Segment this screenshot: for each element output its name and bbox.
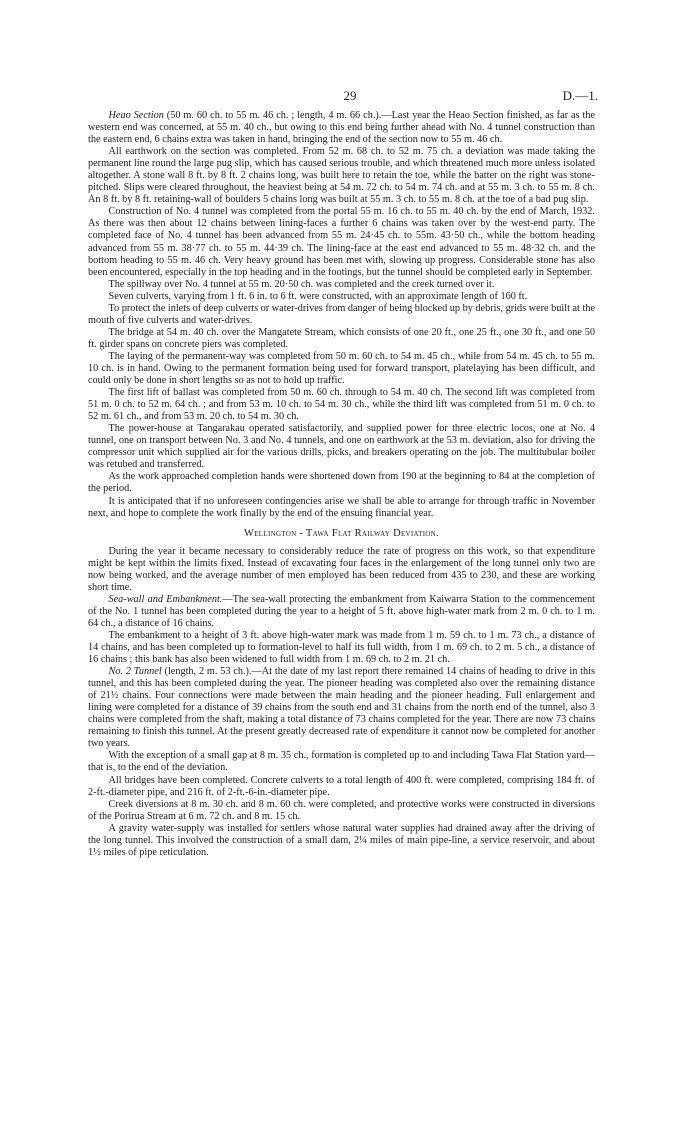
- paragraph: [88, 496, 595, 520]
- page-number: 29: [343, 88, 357, 103]
- paragraph-text: To protect the inlets of deep culverts or water-drives from danger of being blocked up by debris, grids were built at the mouth of five culverts and water-drives.: [88, 302, 595, 326]
- paragraph: [88, 110, 595, 146]
- paragraph: [88, 327, 595, 351]
- paragraph-text: The laying of the permanent-way was completed from 50 m. 60 ch. to 54 m. 45 ch., while from 54 m. 45 ch. to 55 m. 10 ch. is in hand. Owing to the permanent formation being used for forward transport, platelaying has been difficult, and could only be done in short lengths so as not to hold up traffic.: [88, 350, 595, 387]
- paragraph-text: All bridges have been completed. Concrete culverts to a total length of 400 ft. were completed, comprising 184 ft. of 2-ft.-diameter pipe, and 216 ft. of 2-ft.-6-in.-diameter pipe.: [88, 774, 595, 798]
- paragraph: [88, 775, 595, 799]
- section-heading: Wellington - Tawa Flat Railway Deviation.: [244, 527, 439, 539]
- paragraph: [88, 594, 595, 630]
- paragraph-text: With the exception of a small gap at 8 m. 35 ch., formation is completed up to and including Tawa Flat Station yard—that is, to the end of the deviation.: [88, 750, 595, 774]
- paragraph-text: During the year it became necessary to considerably reduce the rate of progress on this work, so that expenditure might be kept within the limits fixed. Instead of excavating four faces in the enlargement of the long tunnel only two are now being worked, and the average number of men employed has been reduced from 435 to 230, and these are working short time.: [88, 545, 595, 593]
- paragraph: [88, 206, 595, 278]
- paragraph: [88, 666, 595, 750]
- paragraph-text: As the work approached completion hands were shortened down from 190 at the beginning to 84 at the completion of the period.: [88, 471, 595, 495]
- paragraph: [88, 423, 595, 471]
- paragraph-text: (50 m. 60 ch. to 55 m. 46 ch. ; length, 4 m. 66 ch.).—Last year the Heao Section finished, as far as the western end was concerned, at 55 m. 40 ch., but owing to this end being further ahead with No. 4 tunnel construction than the eastern end, 6 chains extra was taken in hand, bringing the end of the section now to 55 m. 46 ch.: [88, 110, 596, 146]
- paragraph: [88, 351, 595, 387]
- paragraph: [88, 291, 595, 303]
- paragraph-text: A gravity water-supply was installed for settlers whose natural water supplies had drained away after the driving of the long tunnel. This involved the construction of a small dam, 2¼ miles of main pipe-line, a service reservoir, and about 1½ miles of pipe reticulation.: [88, 822, 595, 858]
- paragraph-lead: Sea-wall and Embankment.: [108, 593, 223, 605]
- paragraph-text: The embankment to a height of 3 ft. above high-water mark was made from 1 m. 59 ch. to 1 m. 73 ch., a distance of 14 chains, and has been completed up to formation-level to half its full width, from 1 m. 69 ch. to 2 m. 5 ch., a distance of 16 chains ; this bank has also been widened to full width from 1 m. 69 ch. to 2 m. 21 ch.: [88, 629, 595, 666]
- paragraph: [88, 630, 595, 666]
- paragraph: [88, 750, 595, 774]
- heao-section-text: [88, 110, 595, 520]
- paragraph: [88, 471, 595, 495]
- paragraph-text: The spillway over No. 4 tunnel at 55 m. 20·50 ch. was completed and the creek turned over it.: [108, 278, 495, 290]
- paragraph: [88, 387, 595, 423]
- paragraph: [88, 303, 595, 327]
- paragraph-text: The first lift of ballast was completed from 50 m. 60 ch. through to 54 m. 40 ch. The second lift was completed from 51 m. 0 ch. to 52 m. 64 ch. ; and from 53 m. 10 ch. to 54 m. 30 ch., while the third lift was completed from 51 m. 0 ch. to 52 m. 61 ch., and from 53 m. 20 ch. to 54 m. 30 ch.: [88, 387, 595, 423]
- paragraph-text: Construction of No. 4 tunnel was completed from the portal 55 m. 16 ch. to 55 m. 40 ch. by the end of March, 1932. As there was then about 12 chains between lining-faces a further 6 chains was taken over by the west-end party. The completed face of No. 4 tunnel has been advanced from 55 m. 24·45 ch. to 55m. 43·50 ch., while the bottom heading advanced from 55 m. 38·77 ch. to 55 m. 44·39 ch. The lining-face at the east end advanced to 55 m. 48·32 ch. and the bottom heading to 55 m. 46 ch. Very heavy ground has been met with, slowing up progress. Considerable stone has also been encountered, especially in the top heading and in the footings, but the tunnel should be completed early in September.: [88, 206, 595, 278]
- paragraph: [88, 823, 595, 859]
- paragraph-lead: Heao Section: [108, 110, 164, 121]
- paragraph-text: (length, 2 m. 53 ch.).—At the date of my last report there remained 14 chains of heading to drive in this tunnel, and this has been completed during the year. The pioneer heading was completed also over the remaining distance of 21½ chains. Four connections were made between the main heading and the pioneer heading. Full enlargement and lining were completed for a distance of 39 chains from the south end and 31 chains from the north end of the tunnel, also 3 chains were completed from the shaft, making a total distance of 73 chains completed for the year. There are now 73 chains remaining to finish this tunnel. At the present greatly decreased rate of expenditure it cannot now be completed for another two years.: [88, 666, 595, 750]
- document-reference: D.—1.: [562, 88, 598, 103]
- paragraph-text: All earthwork on the section was completed. From 52 m. 68 ch. to 52 m. 75 ch. a deviation was made taking the permanent line round the large pug slip, which has caused serious trouble, and which threatened much more unless isolated altogether. A stone wall 8 ft. by 8 ft. 2 chains long, was built here to retain the toe, while the batter on the right was stone-pitched. Slips were cleared throughout, the heaviest being at 54 m. 72 ch. to 54 m. 74 ch. and at 55 m. 3 ch. to 55 m. 8 ch. An 8 ft. by 8 ft. retaining-wall of boulders 5 chains long was built at 55 m. 3 ch. to 55 m. 8 ch. at the toe of a bad pug slip.: [88, 146, 595, 206]
- paragraph: [88, 546, 595, 594]
- paragraph: [88, 279, 595, 291]
- document-body: [88, 110, 595, 859]
- wellington-tawa-section-text: [88, 546, 595, 859]
- paragraph: [88, 799, 595, 823]
- paragraph-text: The power-house at Tangarakau operated satisfactorily, and supplied power for three electric locos, one at No. 4 tunnel, one on transport between No. 3 and No. 4 tunnels, and one on earthwork at the 53 m. deviation, also for driving the compressor unit which supplied air for the various drills, picks, and breakers operating on the job. The multitubular boiler was retubed and transferred.: [88, 423, 595, 471]
- paragraph: [88, 146, 595, 206]
- paragraph-text: The bridge at 54 m. 40 ch. over the Mangatete Stream, which consists of one 20 ft., one 25 ft., one 30 ft., and one 50 ft. girder spans on concrete piers was completed.: [88, 326, 595, 350]
- paragraph-lead: No. 2 Tunnel: [108, 666, 162, 678]
- paragraph-text: Seven culverts, varying from 1 ft. 6 in. to 6 ft. were constructed, with an approximate length of 160 ft.: [108, 290, 528, 302]
- paragraph-text: It is anticipated that if no unforeseen contingencies arise we shall be able to arrange for through traffic in November next, and hope to complete the work finally by the end of the ensuing financial year.: [88, 495, 595, 519]
- paragraph-text: Creek diversions at 8 m. 30 ch. and 8 m. 60 ch. were completed, and protective works were constructed in diversions of the Porirua Stream at 6 m. 72 ch. and 8 m. 15 ch.: [88, 798, 595, 822]
- paragraph-text: —The sea-wall protecting the embankment from Kaiwarra Station to the commencement of the No. 1 tunnel has been completed during the year to a height of 5 ft. above high-water mark from 2 m. 0 ch. to 1 m. 64 ch., a distance of 16 chains.: [88, 593, 595, 629]
